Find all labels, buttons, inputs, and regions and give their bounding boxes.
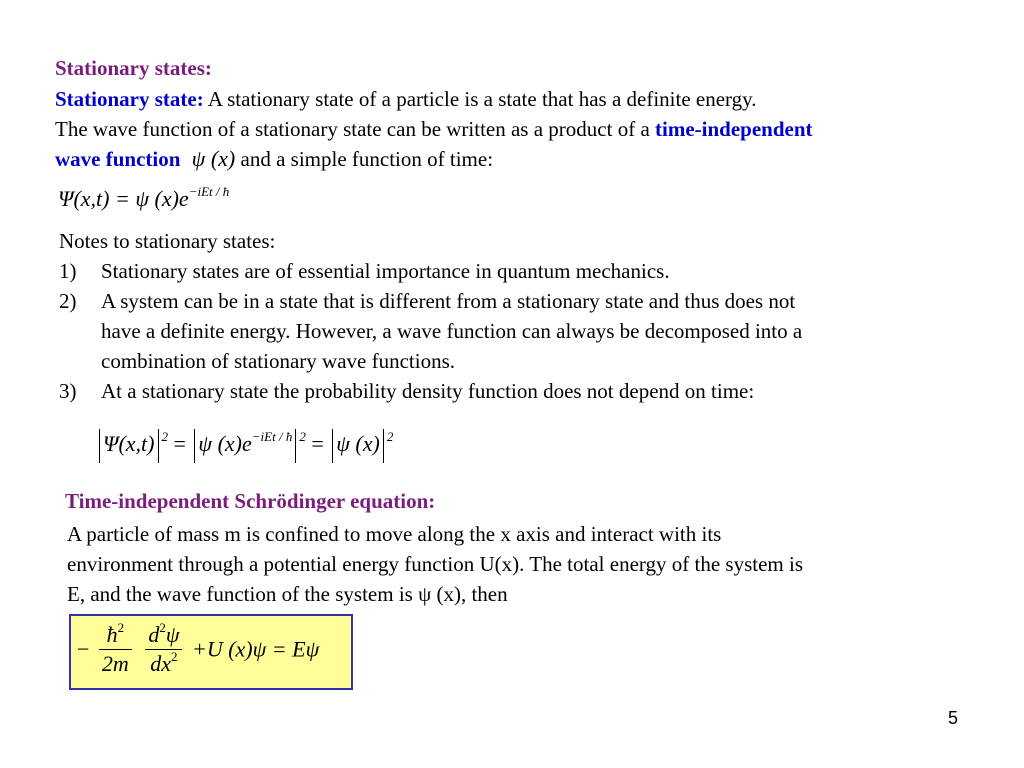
definition-text: A stationary state of a particle is a state that has a definite energy.	[203, 87, 757, 111]
eq3-dx: dx	[150, 651, 172, 676]
equation-schrodinger	[77, 621, 319, 678]
wave-function-line-2	[55, 144, 493, 174]
note-number: 3)	[59, 379, 77, 403]
eq3-d-exp: 2	[159, 620, 166, 635]
note-line: have a definite energy. However, a wave function can always be decomposed into a	[101, 319, 803, 343]
equation-stationary-wavefunction	[58, 186, 229, 212]
note-number: 2)	[59, 289, 77, 313]
heading-stationary-states: Stationary states:	[55, 56, 212, 80]
notes-title: Notes to stationary states:	[59, 229, 276, 253]
eq3-hbar-exp: 2	[117, 620, 125, 635]
eq3-rest: +U (x)ψ = Eψ	[191, 636, 320, 662]
highlight-wave-function: wave function	[55, 147, 181, 171]
eq2-square: 2	[161, 429, 168, 444]
equation-probability-density	[96, 424, 393, 464]
eq2-b: ψ (x)e	[198, 431, 252, 456]
eq3-fraction-hbar	[99, 621, 132, 678]
eq3-fraction-derivative	[145, 621, 182, 678]
note-line: At a stationary state the probability density function does not depend on time:	[101, 379, 755, 403]
psi-of-x: ψ (x)	[191, 146, 236, 171]
eq2-equals: =	[173, 431, 186, 456]
wave-function-text: The wave function of a stationary state can be written as a product of a	[55, 117, 656, 141]
tise-line-2: environment through a potential energy function U(x). The total energy of the system is	[67, 552, 803, 576]
eq3-hbar: ħ	[106, 622, 118, 647]
definition-line	[55, 84, 757, 114]
wave-function-rest: and a simple function of time:	[235, 147, 494, 171]
note-line: combination of stationary wave functions.	[101, 349, 455, 373]
eq1-lhs: Ψ(x,t) = ψ (x)e	[58, 186, 189, 211]
eq1-exponent: −iEt / ħ	[188, 184, 230, 199]
eq3-d: d	[148, 622, 160, 647]
eq3-dx-exp: 2	[171, 649, 178, 664]
highlight-time-independent: time-independent	[655, 117, 813, 141]
heading-schrodinger-equation: Time-independent Schrödinger equation:	[65, 489, 436, 513]
note-item-2	[59, 286, 802, 376]
eq2-square: 2	[299, 429, 306, 444]
eq2-square: 2	[386, 429, 394, 444]
eq3-psi: ψ	[165, 622, 180, 647]
eq2-exponent: −iEt / ħ	[251, 429, 293, 444]
wave-function-line-1	[55, 114, 813, 144]
note-item-1	[59, 256, 802, 286]
tise-line-3: E, and the wave function of the system is ψ (x), then	[67, 582, 508, 606]
note-line: Stationary states are of essential importance in quantum mechanics.	[101, 259, 670, 283]
definition-label: Stationary state:	[55, 87, 204, 111]
notes-list	[59, 256, 802, 406]
note-number: 1)	[59, 259, 77, 283]
eq2-equals: =	[311, 431, 324, 456]
tise-paragraph	[67, 519, 803, 609]
page-number: 5	[948, 708, 959, 728]
eq3-2m: 2m	[101, 651, 129, 676]
eq2-a: Ψ(x,t)	[103, 431, 155, 456]
note-item-3	[59, 376, 802, 406]
tise-line-1: A particle of mass m is confined to move along the x axis and interact with its	[67, 522, 722, 546]
eq2-c: ψ (x)	[336, 431, 380, 456]
eq3-minus: −	[77, 636, 90, 662]
note-line: A system can be in a state that is different from a stationary state and thus does not	[101, 289, 796, 313]
schrodinger-equation-box	[69, 614, 353, 690]
